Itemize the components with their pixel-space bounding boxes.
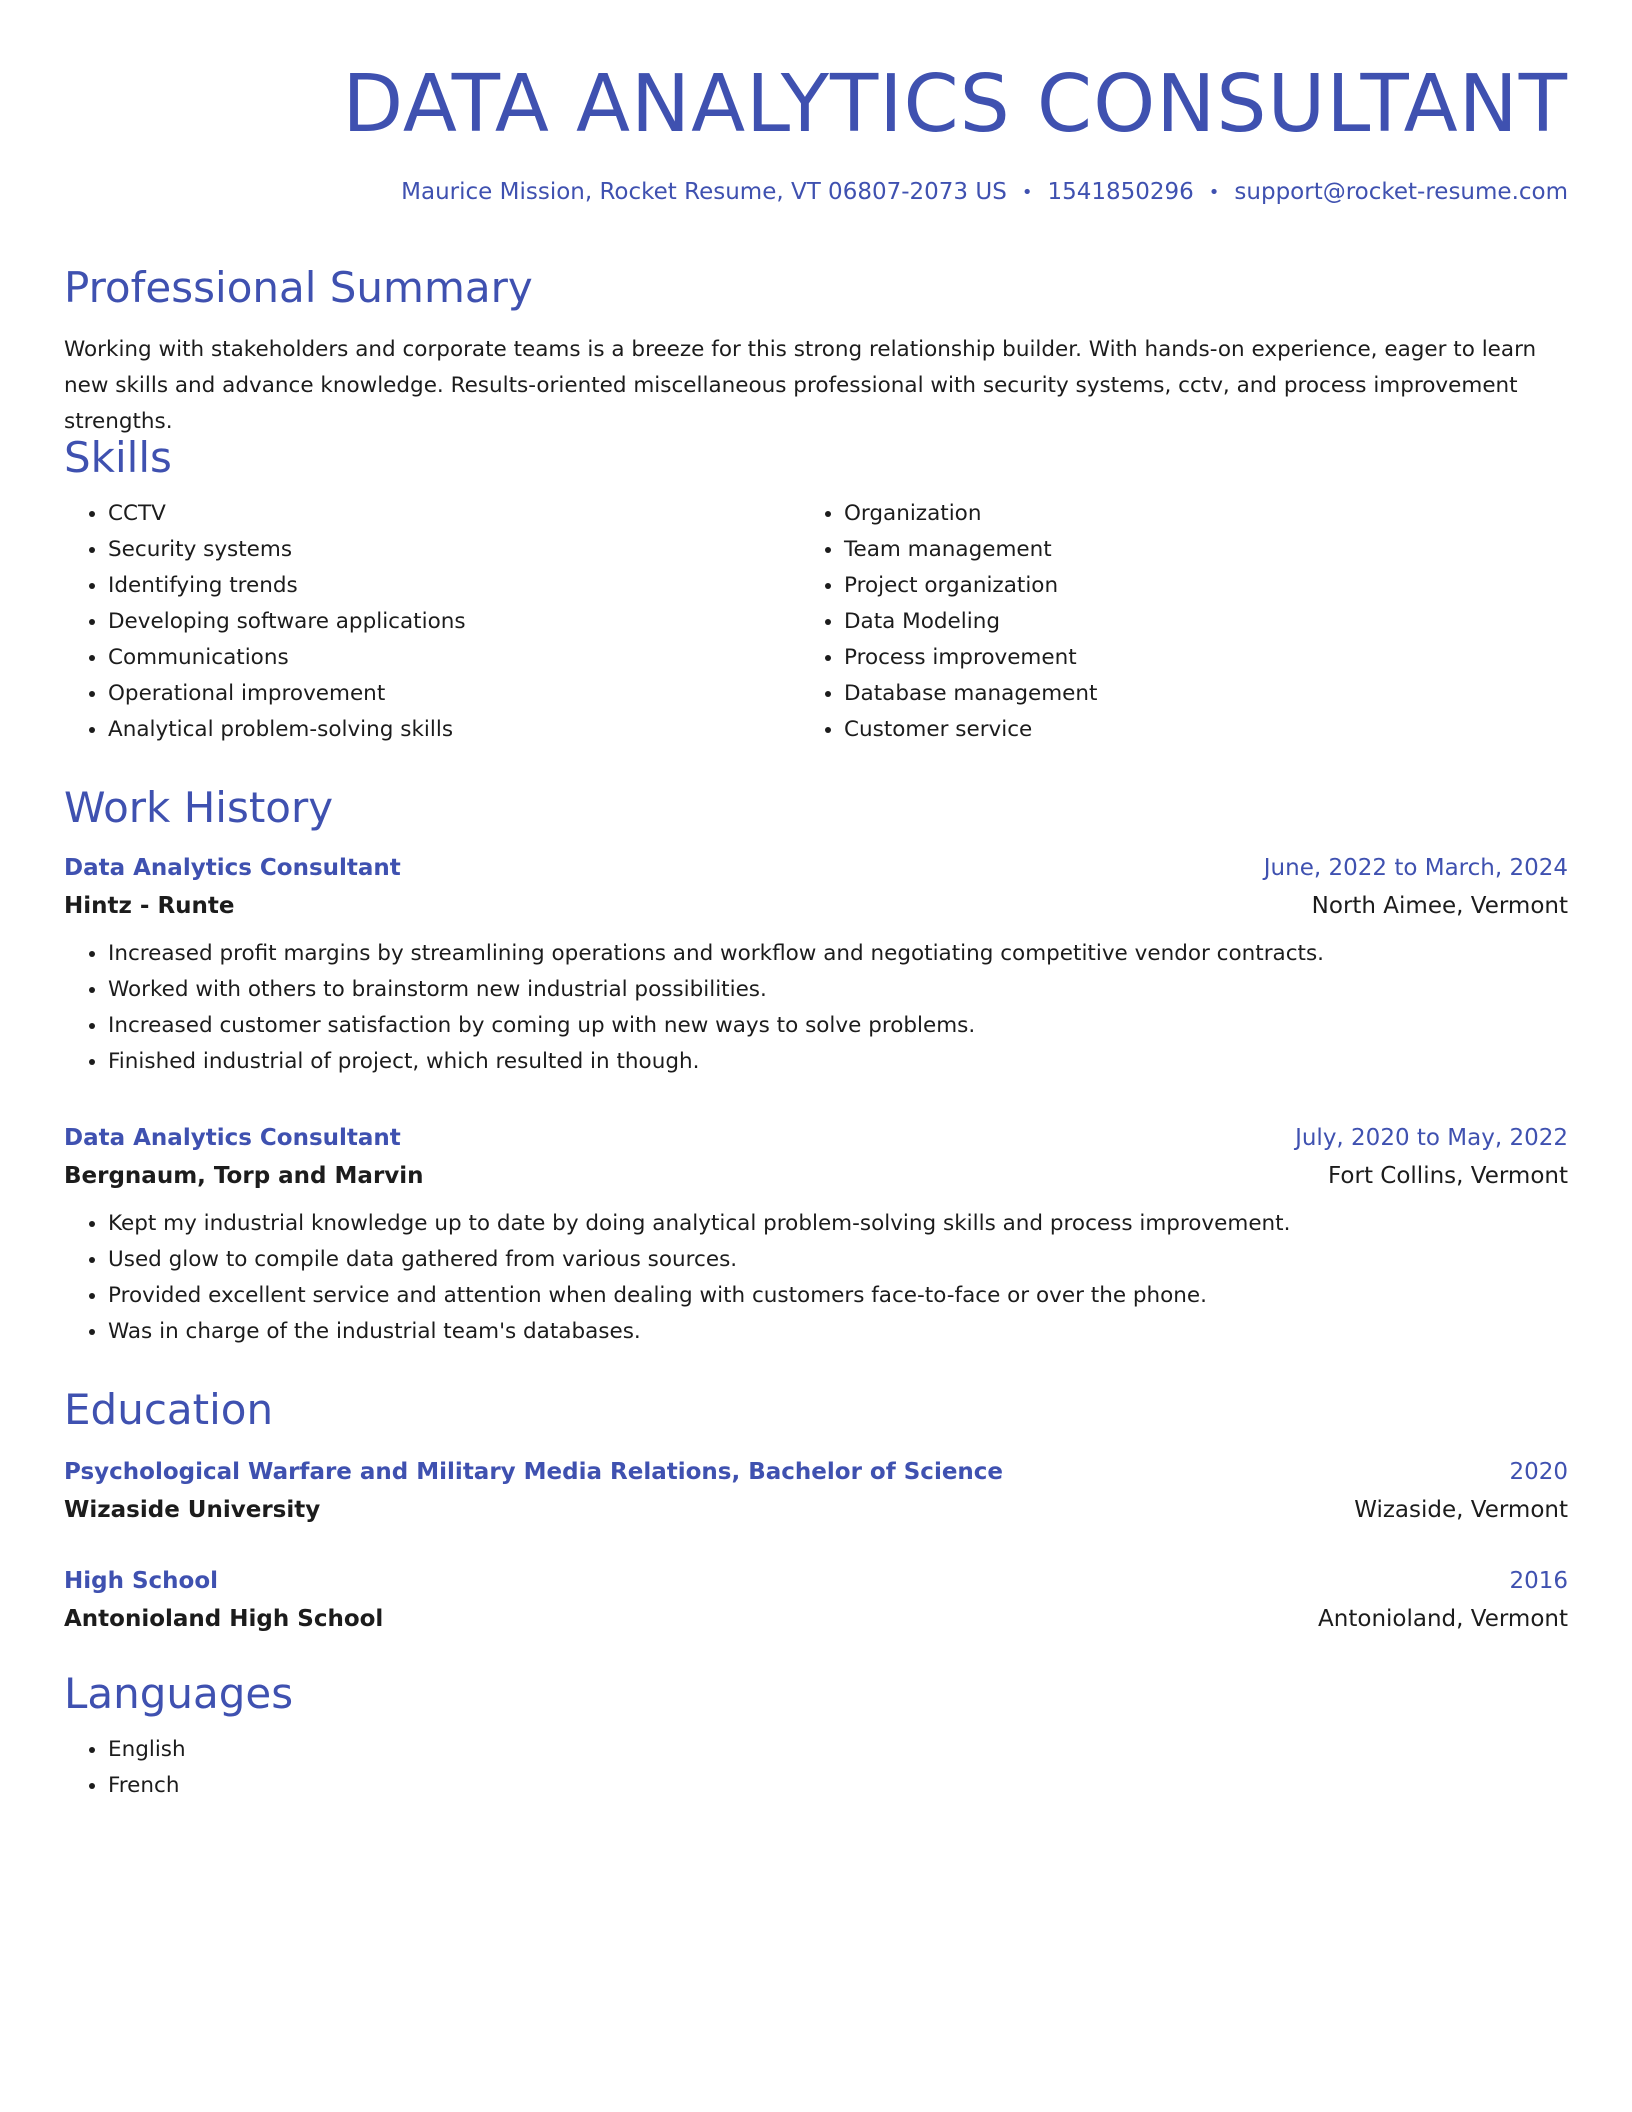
- job-bullet: • Worked with others to brainstorm new industrial possibilities.: [108, 972, 1568, 1008]
- skill-item: • Communications: [108, 640, 800, 676]
- summary-text: Working with stakeholders and corporate teams is a breeze for this strong relationship builder. With hands-on experience, eager to learn new skills and advance knowledge. Results-oriented miscellaneous professional with security systems, cctv, and process improvement strengths.: [64, 337, 1537, 434]
- summary-heading: Professional Summary: [64, 263, 533, 312]
- school-location: Wizaside, Vermont: [1354, 1497, 1568, 1523]
- contact-address: Maurice Mission, Rocket Resume, VT 06807-2073 US: [401, 179, 1007, 205]
- degree-year: 2020: [1509, 1459, 1568, 1485]
- education-section: [64, 1384, 1568, 1436]
- school-name: Wizaside University: [64, 1497, 321, 1523]
- work-history-section: [64, 782, 1568, 834]
- job-bullet: • Provided excellent service and attention when dealing with customers face-to-face or over the phone.: [108, 1278, 1568, 1314]
- education-entry: [64, 1454, 1568, 1530]
- job-entry: [64, 1120, 1568, 1350]
- job-bullet: • Was in charge of the industrial team's databases.: [108, 1314, 1568, 1350]
- job-title: Data Analytics Consultant: [64, 1125, 401, 1151]
- contact-separator: •: [1208, 181, 1220, 203]
- contact-phone[interactable]: 1541850296: [1047, 179, 1194, 205]
- contact-line: [401, 176, 1568, 209]
- job-entry: [64, 850, 1568, 1080]
- school-location: Antonioland, Vermont: [1318, 1606, 1568, 1632]
- language-item: • English: [108, 1732, 1568, 1768]
- resume-name-title: DATA ANALYTICS CONSULTANT: [342, 58, 1568, 150]
- summary-section: [64, 262, 1568, 440]
- job-bullet: • Kept my industrial knowledge up to date by doing analytical problem-solving skills and process improvement.: [108, 1206, 1568, 1242]
- skill-item: • Project organization: [844, 568, 1536, 604]
- job-dates: July, 2020 to May, 2022: [1295, 1125, 1568, 1151]
- job-bullet: • Increased profit margins by streamlining operations and workflow and negotiating competitive vendor contracts.: [108, 936, 1568, 972]
- job-location: Fort Collins, Vermont: [1328, 1163, 1568, 1189]
- skill-item: • Team management: [844, 532, 1536, 568]
- contact-email[interactable]: support@rocket-resume.com: [1234, 179, 1568, 205]
- skill-item: • Identifying trends: [108, 568, 800, 604]
- degree-year: 2016: [1509, 1568, 1568, 1594]
- skill-item: • Database management: [844, 676, 1536, 712]
- skill-item: • Data Modeling: [844, 604, 1536, 640]
- skill-item: • Security systems: [108, 532, 800, 568]
- languages-heading: Languages: [64, 1669, 294, 1718]
- languages-list: [64, 1732, 1568, 1804]
- job-bullets: [64, 936, 1568, 1080]
- skills-list-left: [64, 496, 800, 748]
- contact-separator: •: [1021, 181, 1033, 203]
- job-company: Bergnaum, Torp and Marvin: [64, 1163, 424, 1189]
- skill-item: • Process improvement: [844, 640, 1536, 676]
- education-heading: Education: [64, 1385, 274, 1434]
- school-name: Antonioland High School: [64, 1606, 384, 1632]
- degree-title: Psychological Warfare and Military Media Relations, Bachelor of Science: [64, 1459, 1004, 1485]
- language-item: • French: [108, 1768, 1568, 1804]
- skill-item: • Operational improvement: [108, 676, 800, 712]
- skill-item: • Developing software applications: [108, 604, 800, 640]
- job-bullet: • Used glow to compile data gathered from various sources.: [108, 1242, 1568, 1278]
- job-company: Hintz - Runte: [64, 893, 235, 919]
- education-entry: [64, 1563, 1568, 1639]
- skill-item: • Organization: [844, 496, 1536, 532]
- skills-section: [64, 432, 1568, 748]
- degree-title: High School: [64, 1568, 219, 1594]
- skill-item: • Analytical problem-solving skills: [108, 712, 800, 748]
- work-history-heading: Work History: [64, 783, 334, 832]
- languages-section: [64, 1668, 1568, 1804]
- skills-columns: [64, 496, 1568, 748]
- skill-item: • Customer service: [844, 712, 1536, 748]
- job-location: North Aimee, Vermont: [1311, 893, 1568, 919]
- job-title: Data Analytics Consultant: [64, 855, 401, 881]
- job-dates: June, 2022 to March, 2024: [1263, 855, 1568, 881]
- skill-item: • CCTV: [108, 496, 800, 532]
- skills-list-right: [800, 496, 1536, 748]
- job-bullet: • Increased customer satisfaction by coming up with new ways to solve problems.: [108, 1008, 1568, 1044]
- job-bullets: [64, 1206, 1568, 1350]
- skills-heading: Skills: [64, 433, 172, 482]
- job-bullet: • Finished industrial of project, which resulted in though.: [108, 1044, 1568, 1080]
